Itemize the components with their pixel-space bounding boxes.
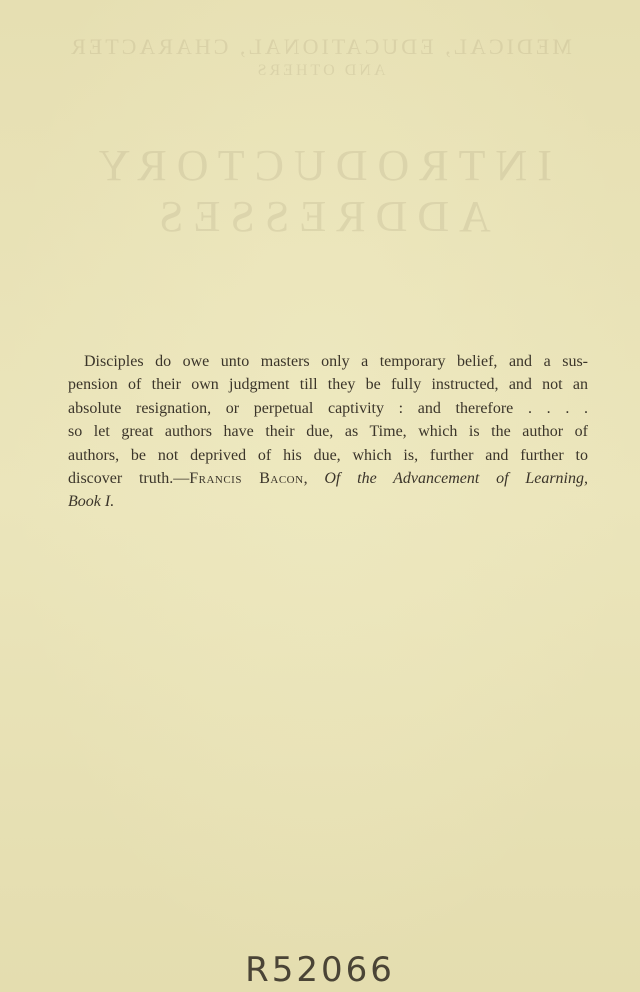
quote-book: Book I.: [68, 493, 115, 511]
quote-line: authors, be not deprived of his due, which is, further and further to: [68, 446, 588, 464]
bleed-through-text: MEDICAL, EDUCATIONAL, CHARACTER: [68, 34, 572, 59]
quote-line: pension of their own judgment till they be fully instructed, and not an: [68, 376, 588, 394]
handwritten-shelfmark: R52066: [245, 950, 395, 990]
bleed-through-text: INTRODUCTORY ADDRESSES: [88, 141, 552, 241]
quote-line-end: discover truth.—: [68, 470, 190, 488]
quote-line: so let great authors have their due, as Time, which is the author of: [68, 423, 588, 441]
epigraph-quote: [68, 350, 588, 514]
quote-author: Francis Bacon: [189, 470, 304, 488]
quote-separator: ,: [303, 470, 325, 488]
quote-work-title: Of the Advancement of Learning,: [324, 470, 588, 488]
quote-attribution-line: [68, 467, 588, 490]
quote-line: Disciples do owe unto masters only a temporary belief, and a sus-: [84, 353, 588, 370]
quote-line: absolute resignation, or perpetual captivity : and therefore . . . .: [68, 399, 588, 417]
bleed-through-text: AND OTHERS: [254, 62, 386, 79]
